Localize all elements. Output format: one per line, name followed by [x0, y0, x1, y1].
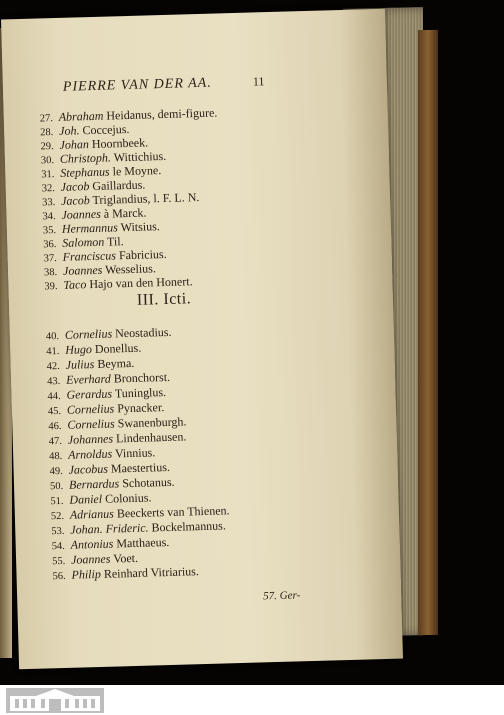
running-head: PIERRE VAN DER AA.: [62, 75, 212, 95]
entry-rest: Wesselius.: [104, 261, 157, 277]
entry-rest: Hoornbeek.: [91, 135, 149, 151]
entry-number: 40.: [45, 330, 60, 343]
entry-40: [46, 325, 172, 344]
entry-given-name: Cornelius: [66, 401, 115, 417]
entry-rest: Voet.: [113, 550, 139, 566]
entry-rest: Wittichius.: [113, 148, 167, 165]
entry-given-name: Philip: [71, 566, 102, 582]
entry-rest: le Moyne.: [112, 163, 162, 179]
entry-given-name: Christoph.: [59, 150, 112, 166]
entry-number: 39.: [44, 281, 58, 293]
entry-given-name: Joannes: [62, 262, 103, 278]
entry-rest: Swanenburgh.: [117, 414, 187, 431]
entry-given-name: Julius: [65, 357, 95, 372]
entry-rest: à Marck.: [103, 205, 147, 221]
entry-number: 41.: [46, 345, 60, 358]
entry-number: 30.: [40, 155, 55, 167]
entry-rest: Maestertius.: [110, 459, 171, 476]
entry-rest: Pynacker.: [117, 400, 165, 416]
entry-rest: Til.: [106, 234, 124, 249]
entry-given-name: Jacob: [60, 179, 90, 194]
entry-given-name: Abraham: [58, 108, 104, 124]
entry-rest: Beeckerts van Thienen.: [116, 503, 230, 521]
entry-rest: Schotanus.: [122, 474, 175, 491]
entry-number: 48.: [49, 450, 63, 463]
entry-number: 43.: [46, 375, 61, 388]
entry-number: 33.: [41, 197, 56, 209]
entry-rest: Vinnius.: [114, 445, 156, 461]
entry-given-name: Taco: [63, 277, 87, 292]
entry-rest: Coccejus.: [82, 121, 130, 138]
entry-number: 53.: [51, 525, 65, 538]
entry-given-name: Johannes: [67, 431, 114, 447]
entry-given-name: Jacob: [60, 193, 90, 208]
entry-given-name: Joannes: [70, 551, 111, 567]
entry-number: 38.: [43, 267, 58, 279]
entry-rest: Donellus.: [94, 340, 142, 356]
entry-number: 37.: [43, 253, 57, 265]
entry-given-name: Gerardus: [66, 386, 113, 402]
entry-rest: Colonius.: [104, 490, 152, 506]
entry-rest: Beyma.: [97, 355, 135, 371]
entry-rest: Bronchorst.: [113, 369, 171, 386]
catchword: 57. Ger-: [263, 589, 301, 603]
entry-rest: Tuninglus.: [114, 385, 167, 401]
book-page: [1, 9, 403, 669]
entry-given-name: Hugo: [65, 342, 93, 357]
section-title: III. Icti.: [136, 290, 192, 309]
entry-number: 31.: [41, 169, 55, 181]
entry-number: 34.: [42, 211, 56, 223]
entry-given-name: Antonius: [70, 536, 114, 552]
entry-54: [52, 535, 170, 553]
entry-rest: Neostadius.: [114, 324, 172, 341]
entry-number: 49.: [49, 465, 63, 478]
entry-given-name: Franciscus: [62, 248, 117, 264]
entry-number: 45.: [47, 405, 62, 418]
entry-given-name: Joh.: [58, 123, 80, 138]
entry-number: 36.: [43, 239, 57, 251]
entry-number: 27.: [39, 113, 54, 125]
entry-number: 51.: [50, 495, 64, 508]
entry-number: 29.: [40, 141, 54, 153]
entry-50: [50, 475, 175, 493]
entry-given-name: Everhard: [65, 371, 111, 387]
entry-number: 50.: [49, 480, 64, 493]
entry-given-name: Adrianus: [69, 506, 115, 522]
entry-given-name: Cornelius: [64, 326, 113, 342]
entry-number: 44.: [47, 390, 61, 403]
entry-given-name: Cornelius: [67, 416, 115, 432]
entry-given-name: Joannes: [61, 206, 101, 222]
entry-number: 52.: [50, 510, 65, 523]
entry-number: 47.: [48, 435, 63, 448]
entry-rest: Hajo van den Honert.: [89, 274, 193, 292]
page-number: 11: [252, 74, 265, 89]
entry-rest: Reinhard Vitriarius.: [103, 564, 200, 581]
entry-rest: Gaillardus.: [92, 177, 146, 193]
entry-given-name: Johan. Frideric.: [70, 520, 149, 537]
entry-number: 54.: [51, 540, 66, 553]
entry-rest: Matthaeus.: [116, 534, 170, 551]
entry-given-name: Jacobus: [68, 461, 109, 477]
entry-given-name: Arnoldus: [67, 446, 113, 462]
entry-rest: Witsius.: [120, 219, 161, 235]
entry-rest: Triglandius, l. F. L. N.: [92, 190, 200, 207]
entry-56: [52, 564, 199, 583]
entry-number: 35.: [42, 225, 57, 237]
entry-rest: Heidanus, demi-figure.: [106, 105, 218, 123]
entry-number: 28.: [40, 127, 54, 139]
entry-given-name: Daniel: [69, 491, 103, 507]
entry-number: 56.: [52, 570, 66, 583]
library-footer-bar: [0, 685, 504, 715]
entry-number: 46.: [48, 420, 62, 433]
entry-rest: Bockelmannus.: [151, 518, 227, 535]
entry-rest: Fabricius.: [118, 246, 167, 263]
entry-given-name: Stephanus: [60, 164, 110, 180]
entry-number: 42.: [46, 360, 60, 373]
entry-given-name: Johan: [59, 137, 90, 152]
entry-number: 55.: [52, 555, 66, 568]
entry-given-name: Bernardus: [68, 476, 120, 492]
book-cover-edge: [418, 30, 438, 635]
library-building-logo-icon: [6, 688, 104, 713]
entry-given-name: Hermannus: [61, 220, 119, 236]
entry-rest: Lindenhausen.: [115, 429, 187, 446]
entry-number: 32.: [41, 183, 56, 195]
entry-given-name: Salomon: [62, 234, 105, 250]
